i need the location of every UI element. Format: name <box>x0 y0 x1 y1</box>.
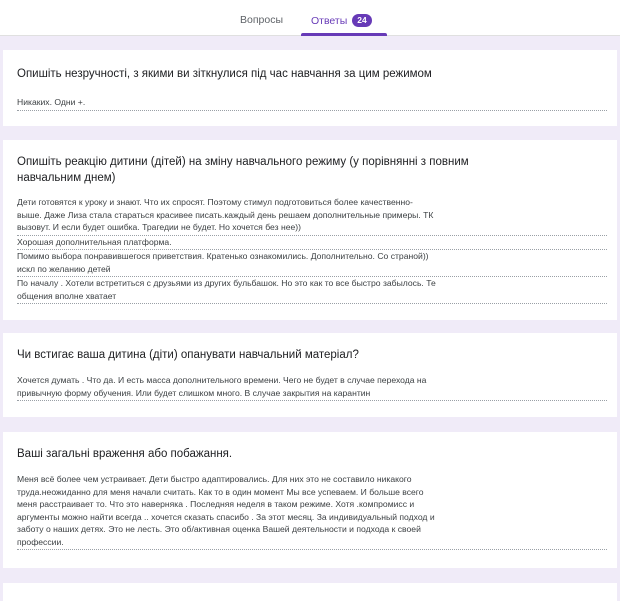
response-tabs-bar <box>0 0 620 36</box>
answer-line: По началу . Хотели встретиться с друзьями из других бульбашок. Но это как то все быстро забылось. Те <box>17 278 436 288</box>
answer-line: труда.неожиданно для меня начали считать. Как то в один момент Мы все успеваем. И больше всего <box>17 486 424 497</box>
question-title <box>17 154 577 186</box>
tab-questions[interactable]: Вопросы <box>240 14 284 26</box>
answers-list <box>17 96 607 111</box>
answers-count-badge: 24 <box>352 14 371 27</box>
answer-line: выше. Даже Лиза стала стараться красивее писать.каждый день решаем дополнительные примеры. ТК <box>17 209 434 220</box>
tab-answers[interactable] <box>311 14 372 27</box>
active-tab-indicator <box>301 33 387 36</box>
answer-line: Дети готовятся к уроку и знают. Что их спросят. Поэтому стимул подготовиться более качественно- <box>17 197 413 207</box>
answer-line: заботу о наших детях. Это не лесть. Это об/активная оценка Вашей деятельности и подхода к своей <box>17 524 421 534</box>
answers-list <box>17 196 607 304</box>
answer-line: Меня всё более чем устраивает. Дети быстро адаптировались. Для них это не составило никакого <box>17 474 412 484</box>
question-card <box>3 432 617 568</box>
answer-line: искл по желанию детей <box>17 263 607 278</box>
answer-line: привычную форму обучения. Или будет слишком много. В случае закрытия на карантин <box>17 387 607 402</box>
question-title: Опишіть незручності, з якими ви зіткнулися під час навчання за цим режимом <box>17 68 432 80</box>
question-title-line: Опишіть реакцію дитини (дітей) на зміну навчального режиму (у порівнянні з повним <box>17 156 469 168</box>
answer-line: меня расстраивает то. Что это наверняка . Последняя неделя в таком режиме. Хотя .компромисс и <box>17 499 415 509</box>
answer-line: профессии. <box>17 536 607 551</box>
answer-line: Хорошая дополнительная платформа. <box>17 236 607 251</box>
question-title-line: навчальним днем) <box>17 172 116 184</box>
answer-line: вызовут. И если будет ошибка. Трагедии не будет. Но хочется без нее)) <box>17 221 607 236</box>
tab-answers-label: Ответы <box>311 15 348 27</box>
question-title: Чи встигає ваша дитина (діти) опанувати навчальний матеріал? <box>17 349 359 361</box>
answers-list <box>17 473 607 550</box>
answer-line: аргументы можно найти всегда .. хочется сказать спасибо . За этот месяц. За индивидуальный подход и <box>17 511 435 522</box>
question-card <box>3 583 617 601</box>
answer-line: Хочется думать . Что да. И есть масса дополнительного времени. Чего не будет в случае перехода на <box>17 375 427 385</box>
question-card <box>3 333 617 417</box>
question-title: Ваші загальні враження або побажання. <box>17 448 233 460</box>
answer-line: Помимо выбора понравившегося приветствия. Кратенько ознакомились. Дополнительно. Со страной)) <box>17 251 429 261</box>
answers-list <box>17 374 607 401</box>
answer-line: общения вполне хватает <box>17 290 607 305</box>
answer-line: Никаких. Одни +. <box>17 96 607 111</box>
question-card <box>3 140 617 320</box>
question-card <box>3 50 617 126</box>
